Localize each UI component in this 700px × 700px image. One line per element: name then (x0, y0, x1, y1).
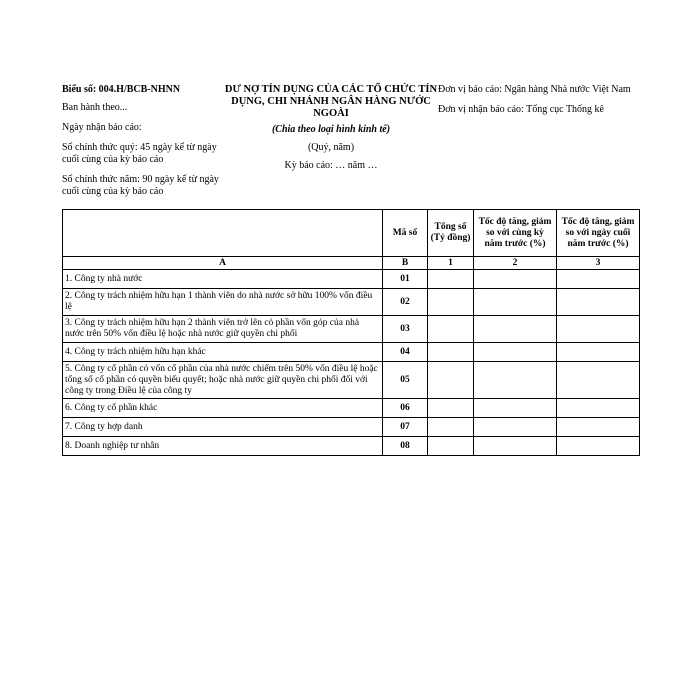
row-code: 05 (383, 362, 428, 399)
report-period: Kỳ báo cáo: … năm … (284, 160, 378, 171)
row-yoy-cell[interactable] (474, 343, 557, 362)
row-ytd-cell[interactable] (557, 418, 640, 437)
row-yoy-cell[interactable] (474, 418, 557, 437)
col-header-code: Mã số (383, 210, 428, 257)
table-row (63, 362, 640, 399)
letter-cell: A (63, 257, 383, 270)
report-subtitle: (Chia theo loại hình kinh tế) (271, 124, 391, 135)
form-meta (62, 84, 222, 206)
col-header-name (63, 210, 383, 257)
row-total-cell[interactable] (428, 418, 474, 437)
col-header-ytd: Tốc độ tăng, giảm so với ngày cuối năm trước (%) (557, 210, 640, 257)
receive-date: Ngày nhận báo cáo: (62, 122, 142, 133)
row-name: 7. Công ty hợp danh (63, 418, 383, 437)
table-row (63, 316, 640, 343)
row-ytd-cell[interactable] (557, 270, 640, 289)
table-row (63, 399, 640, 418)
table-row (63, 289, 640, 316)
row-yoy-cell[interactable] (474, 289, 557, 316)
table-row (63, 418, 640, 437)
row-ytd-cell[interactable] (557, 289, 640, 316)
credit-table (62, 209, 640, 456)
row-name: 2. Công ty trách nhiệm hữu hạn 1 thành viên do nhà nước sở hữu 100% vốn điều lệ (63, 289, 383, 316)
row-code: 02 (383, 289, 428, 316)
row-total-cell[interactable] (428, 316, 474, 343)
report-title: DƯ NỢ TÍN DỤNG CỦA CÁC TỔ CHỨC TÍN DỤNG, CHI NHÁNH NGÂN HÀNG NƯỚC NGOÀI (224, 84, 438, 119)
row-total-cell[interactable] (428, 289, 474, 316)
letter-cell: B (383, 257, 428, 270)
report-heading (222, 84, 440, 172)
units (438, 84, 638, 116)
annual-deadline: Số chính thức năm: 90 ngày kể từ ngày cuối cùng của kỳ báo cáo (62, 174, 219, 197)
table-row (63, 343, 640, 362)
row-yoy-cell[interactable] (474, 437, 557, 456)
report-period-type: (Quý, năm) (307, 142, 355, 153)
row-yoy-cell[interactable] (474, 270, 557, 289)
row-total-cell[interactable] (428, 437, 474, 456)
issued-by: Ban hành theo... (62, 102, 128, 113)
row-code: 06 (383, 399, 428, 418)
row-name: 1. Công ty nhà nước (63, 270, 383, 289)
row-total-cell[interactable] (428, 362, 474, 399)
row-total-cell[interactable] (428, 270, 474, 289)
row-ytd-cell[interactable] (557, 437, 640, 456)
row-yoy-cell[interactable] (474, 362, 557, 399)
table-row (63, 270, 640, 289)
col-header-yoy: Tốc độ tăng, giảm so với cùng kỳ năm trước (%) (474, 210, 557, 257)
row-code: 04 (383, 343, 428, 362)
row-ytd-cell[interactable] (557, 316, 640, 343)
row-name: 6. Công ty cổ phần khác (63, 399, 383, 418)
row-name: 3. Công ty trách nhiệm hữu hạn 2 thành viên trở lên có phần vốn góp của nhà nước trên 50% vốn điều lệ hoặc nhà nước giữ quyền chi phối (63, 316, 383, 343)
row-name: 5. Công ty cổ phần có vốn cổ phần của nhà nước chiếm trên 50% vốn điều lệ hoặc tổng số cổ phần có quyền biểu quyết; hoặc nhà nước giữ quyền chi phối đối với công ty trong Điều lệ của công ty (63, 362, 383, 399)
row-name: 4. Công ty trách nhiệm hữu hạn khác (63, 343, 383, 362)
row-yoy-cell[interactable] (474, 399, 557, 418)
col-header-total: Tổng số (Tỷ đồng) (428, 210, 474, 257)
row-total-cell[interactable] (428, 399, 474, 418)
form-code: Biểu số: 004.H/BCB-NHNN (62, 84, 181, 95)
row-ytd-cell[interactable] (557, 399, 640, 418)
row-code: 01 (383, 270, 428, 289)
quarterly-deadline: Số chính thức quý: 45 ngày kể từ ngày cuối cùng của kỳ báo cáo (62, 142, 217, 165)
row-ytd-cell[interactable] (557, 343, 640, 362)
receiving-unit: Đơn vị nhận báo cáo: Tổng cục Thống kê (438, 104, 604, 115)
row-total-cell[interactable] (428, 343, 474, 362)
row-code: 07 (383, 418, 428, 437)
table-row (63, 437, 640, 456)
row-yoy-cell[interactable] (474, 316, 557, 343)
reporting-unit: Đơn vị báo cáo: Ngân hàng Nhà nước Việt Nam (438, 84, 631, 95)
row-code: 03 (383, 316, 428, 343)
table-letter-row (63, 257, 640, 270)
letter-cell: 2 (474, 257, 557, 270)
letter-cell: 3 (557, 257, 640, 270)
row-ytd-cell[interactable] (557, 362, 640, 399)
table-header-row (63, 210, 640, 257)
row-code: 08 (383, 437, 428, 456)
row-name: 8. Doanh nghiệp tư nhân (63, 437, 383, 456)
letter-cell: 1 (428, 257, 474, 270)
